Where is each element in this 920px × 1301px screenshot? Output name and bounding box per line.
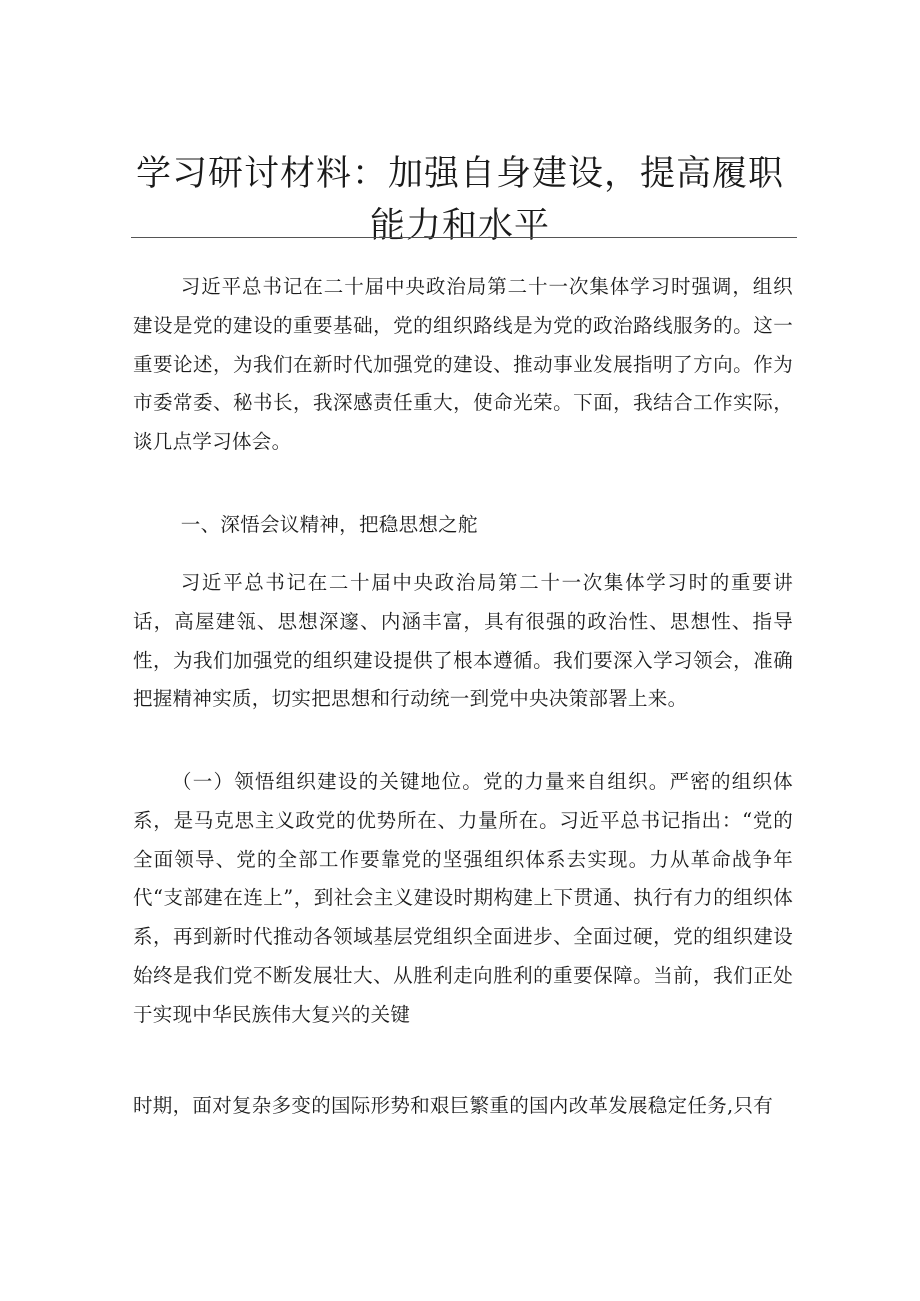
title-underline	[131, 237, 797, 238]
section-1-paragraph: 习近平总书记在二十届中央政治局第二十一次集体学习时的重要讲话，高屋建瓴、思想深邃、内涵丰富，具有很强的政治性、思想性、指导性，为我们加强党的组织建设提供了根本遵循。我们要深入学习领会，准确把握精神实质，切实把思想和行动统一到党中央决策部署上来。	[133, 571, 793, 711]
document-title: 学习研讨材料：加强自身建设，提高履职能力和水平	[135, 154, 784, 246]
intro-paragraph: 习近平总书记在二十届中央政治局第二十一次集体学习时强调，组织建设是党的建设的重要基础，党的组织路线是为党的政治路线服务的。这一重要论述，为我们在新时代加强党的建设、推动事业发展指明了方向。作为市委常委、秘书长，我深感责任重大，使命光荣。下面，我结合工作实际，谈几点学习体会。	[133, 275, 793, 454]
continuation-paragraph: 时期，面对复杂多变的国际形势和艰巨繁重的国内改革发展稳定任务,只有	[133, 1094, 774, 1117]
subsection-1-paragraph: （一）领悟组织建设的关键地位。党的力量来自组织。严密的组织体系，是马克思主义政党的优势所在、力量所在。习近平总书记指出：“党的全面领导、党的全部工作要靠党的坚强组织体系去实现。力从革命战争年代“支部建在连上”，到社会主义建设时期构建上下贯通、执行有力的组织体系，再到新时代推动各领域基层党组织全面进步、全面过硬，党的组织建设始终是我们党不断发展壮大、从胜利走向胜利的重要保障。当前，我们正处于实现中华民族伟大复兴的关键	[133, 770, 793, 1026]
section-heading-1: 一、深悟会议精神，把稳思想之舵	[180, 513, 478, 536]
